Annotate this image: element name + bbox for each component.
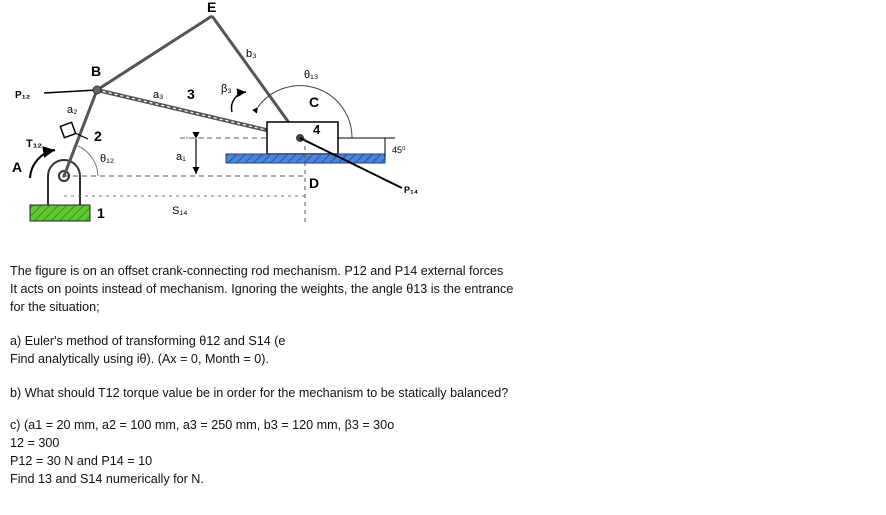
part-c-line: P12 = 30 N and P14 = 10	[10, 454, 153, 468]
label-link-2: 2	[94, 128, 102, 144]
label-theta12: θ₁₂	[100, 153, 115, 165]
label-45: 45⁰	[392, 145, 406, 155]
label-t12: T₁₂	[26, 138, 43, 150]
force-p12	[44, 90, 97, 93]
label-p14: P₁₄	[404, 185, 419, 195]
intro-line: The figure is on an offset crank-connecting rod mechanism. P12 and P14 external forces	[10, 264, 504, 278]
part-c-line: 12 = 300	[10, 436, 60, 450]
part-b-line: b) What should T12 torque value be in order for the mechanism to be statically balanced?	[10, 386, 509, 400]
perpendicular-marker	[60, 122, 75, 137]
label-b3: b₃	[246, 48, 257, 60]
part-a-line: a) Euler's method of transforming θ12 and S14 (e	[10, 334, 286, 348]
pin-b	[93, 86, 101, 94]
ground-base-a	[30, 205, 90, 221]
intro-line: It acts on points instead of mechanism. Ignoring the weights, the angle θ13 is the entrance	[10, 282, 514, 296]
label-s14: S₁₄	[172, 205, 188, 217]
label-link-3: 3	[187, 86, 195, 102]
label-a3: a₃	[153, 89, 164, 101]
label-a2: a₂	[67, 104, 78, 116]
problem-statement	[10, 262, 610, 488]
part-c-line: Find 13 and S14 numerically for N.	[10, 472, 204, 486]
label-p12: P₁₂	[15, 90, 31, 101]
label-theta13: θ₁₃	[304, 69, 319, 81]
label-a1: a₁	[176, 151, 186, 163]
part-c-line: c) (a1 = 20 mm, a2 = 100 mm, a3 = 250 mm, b3 = 120 mm, β3 = 30o	[10, 418, 395, 432]
label-beta3: β₃	[221, 83, 232, 95]
angle-arc-theta12	[78, 146, 98, 176]
label-a: A	[12, 159, 23, 175]
label-b: B	[91, 63, 102, 79]
torque-arc-t12	[30, 150, 55, 178]
angle-arc-beta3	[231, 92, 246, 112]
label-link-1: 1	[97, 205, 105, 221]
label-d: D	[309, 175, 320, 191]
part-a-line: Find analytically using iθ). (Ax = 0, Month = 0).	[10, 352, 269, 366]
label-c: C	[309, 94, 320, 110]
intro-line: for the situation;	[10, 300, 100, 314]
label-link-4: 4	[313, 122, 321, 137]
pivot-support-a	[48, 160, 80, 205]
label-e: E	[207, 0, 217, 15]
link-3-be	[97, 16, 212, 90]
